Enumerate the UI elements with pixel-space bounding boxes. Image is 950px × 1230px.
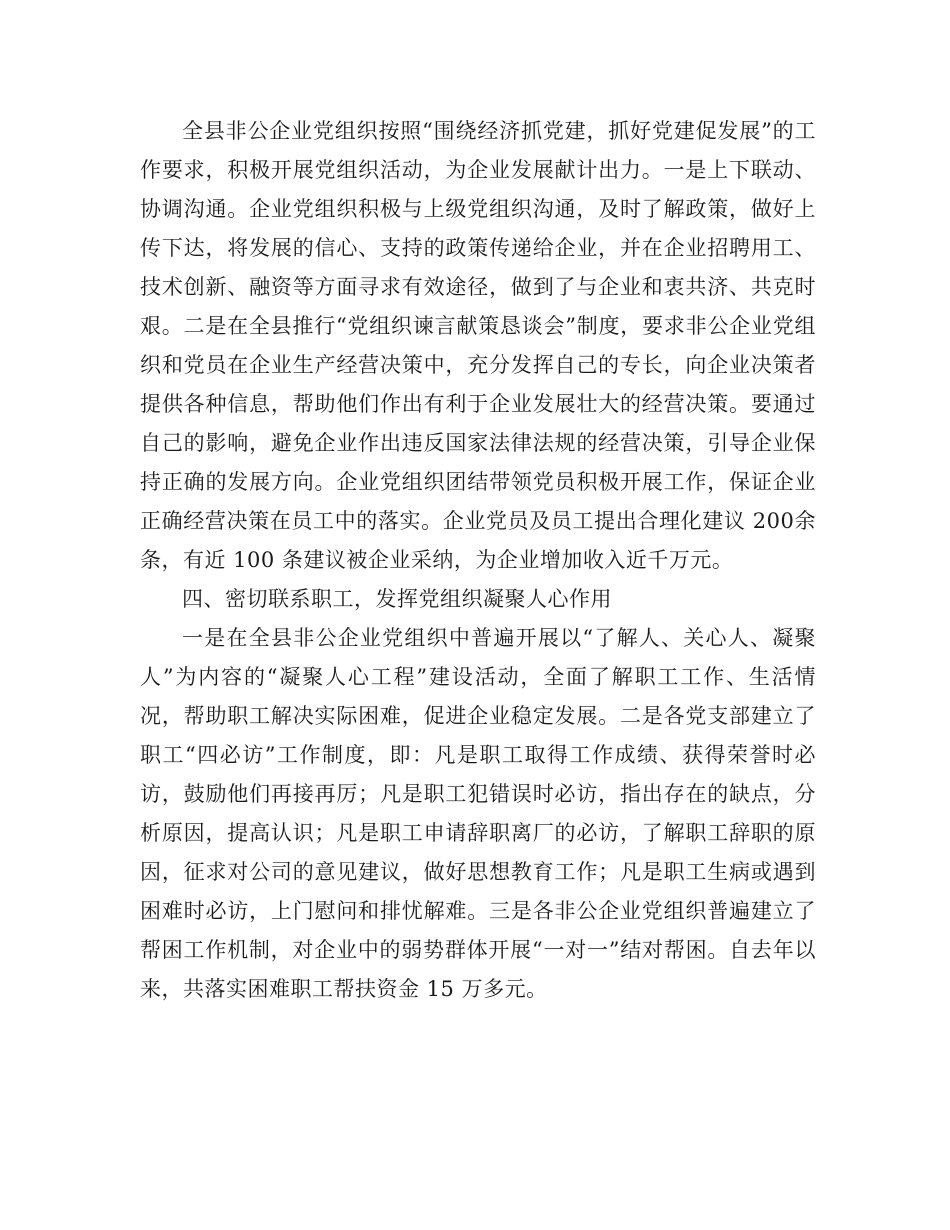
body-paragraph: 一是在全县非公企业党组织中普遍开展以“了解人、关心人、凝聚人”为内容的“凝聚人心工程”建设活动，全面了解职工工作、生活情况，帮助职工解决实际困难，促进企业稳定发展。二是各党支部建立了职工“四必访”工作制度，即：凡是职工取得工作成绩、获得荣誉时必访，鼓励他们再接再厉；凡是职工犯错误时必访，指出存在的缺点，分析原因，提高认识；凡是职工申请辞职离厂的必访，了解职工辞职的原因，征求对公司的意见建议，做好思想教育工作；凡是职工生病或遇到困难时必访，上门慰问和排忧解难。三是各非公企业党组织普遍建立了帮困工作机制，对企业中的弱势群体开展“一对一”结对帮困。自去年以来，共落实困难职工帮扶资金 15 万多元。 (140, 626, 816, 1001)
body-paragraph: 全县非公企业党组织按照“围绕经济抓党建，抓好党建促发展”的工作要求，积极开展党组织活动，为企业发展献计出力。一是上下联动、协调沟通。企业党组织积极与上级党组织沟通，及时了解政策，做好上传下达，将发展的信心、支持的政策传递给企业，并在企业招聘用工、技术创新、融资等方面寻求有效途径，做到了与企业和衷共济、共克时艰。二是在全县推行“党组织谏言献策恳谈会”制度，要求非公企业党组织和党员在企业生产经营决策中，充分发挥自己的专长，向企业决策者提供各种信息，帮助他们作出有利于企业发展壮大的经营决策。要通过自己的影响，避免企业作出违反国家法律法规的经营决策，引导企业保持正确的发展方向。企业党组织团结带领党员积极开展工作，保证企业正确经营决策在员工中的落实。企业党员及员工提出合理化建议 200余条，有近 100 条建议被企业采纳，为企业增加收入近千万元。 (140, 119, 816, 572)
section-heading: 四、密切联系职工，发挥党组织凝聚人心作用 (182, 587, 612, 611)
document-body (140, 112, 816, 1009)
